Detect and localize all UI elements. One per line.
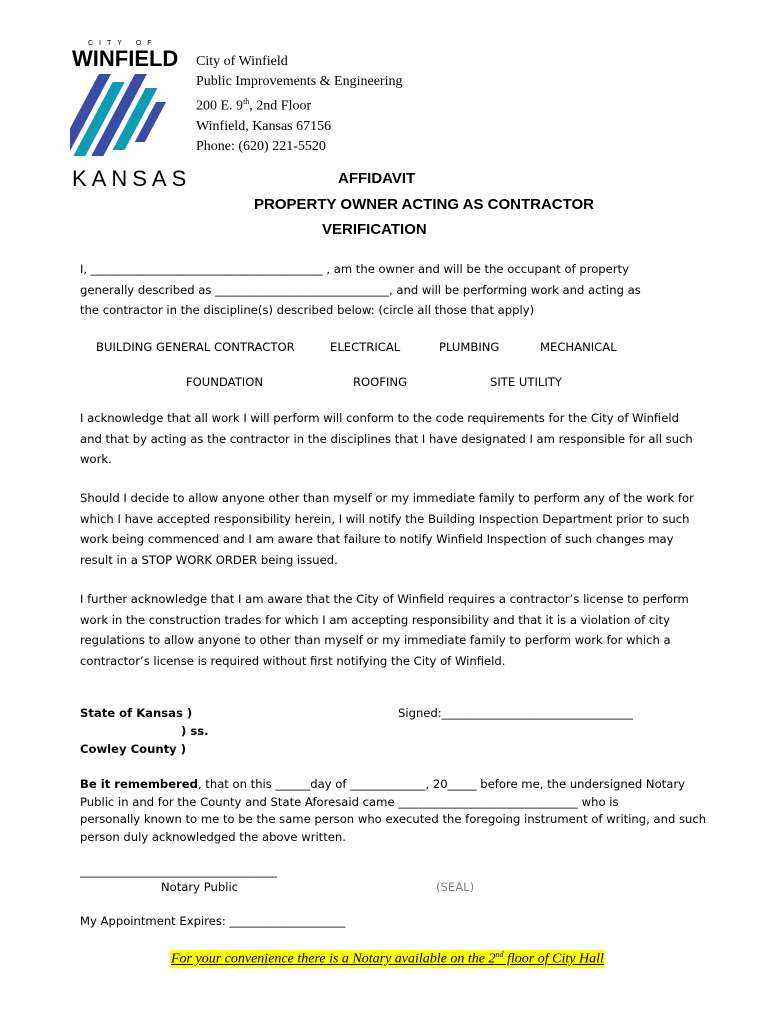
discipline-mechanical[interactable]: MECHANICAL xyxy=(540,340,617,354)
text-line: work being commenced and I am aware that failure to notify Winfield Inspection of such changes may xyxy=(80,532,674,546)
text-line: the contractor in the discipline(s) described below: (circle all those that apply) xyxy=(80,303,535,317)
appointment-expires-field[interactable]: My Appointment Expires: ____________________ xyxy=(80,914,346,928)
text-line: Should I decide to allow anyone other than myself or my immediate family to perform any of the work for xyxy=(80,491,694,505)
venue-state: State of Kansas ) xyxy=(80,706,193,720)
document-subtitle-2: VERIFICATION xyxy=(322,221,427,238)
discipline-plumbing[interactable]: PLUMBING xyxy=(439,340,500,354)
notary-signature-line[interactable]: __________________________________ xyxy=(80,864,278,878)
text-line: I further acknowledge that I am aware that the City of Winfield requires a contractor’s license to perform xyxy=(80,592,689,606)
logo-kansas-text: KANSAS xyxy=(72,166,192,191)
logo-winfield-text: WINFIELD xyxy=(72,46,179,71)
notary-public-label: Notary Public xyxy=(161,880,239,894)
venue-county: Cowley County ) xyxy=(80,742,187,756)
logo-stripes-graphic xyxy=(70,72,182,164)
owner-statement xyxy=(80,259,641,321)
text-line: contractor’s license is required without first notifying the City of Winfield. xyxy=(80,653,506,668)
text-line: result in a STOP WORK ORDER being issued. xyxy=(80,552,338,567)
text-line: Public in and for the County and State Aforesaid came _______________________________ who is xyxy=(80,794,619,809)
license-paragraph xyxy=(80,589,689,671)
text-line: regulations to allow anyone to other than myself or my immediate family to perform work for which a xyxy=(80,633,671,647)
document-subtitle: PROPERTY OWNER ACTING AS CONTRACTOR xyxy=(254,196,595,213)
address-line: 200 E. 9th, 2nd Floor xyxy=(196,97,312,114)
seal-label: (SEAL) xyxy=(436,880,475,894)
signature-field[interactable]: Signed:_________________________________ xyxy=(398,706,633,720)
notification-paragraph xyxy=(80,488,694,570)
logo-city-of-text: CITY OF xyxy=(88,40,158,47)
discipline-electrical[interactable]: ELECTRICAL xyxy=(330,340,401,354)
text-line: work. xyxy=(80,452,112,466)
text-line: personally known to me to be the same person who executed the foregoing instrument of writing, and such xyxy=(80,812,707,826)
text-line: Be it remembered, that on this ______day of _____________, 20_____ before me, the undersigned Notary xyxy=(80,777,685,791)
discipline-roofing[interactable]: ROOFING xyxy=(353,375,408,389)
text-line: I, ________________________________________ , am the owner and will be the occupant of property xyxy=(80,262,629,276)
discipline-site-utility[interactable]: SITE UTILITY xyxy=(490,375,562,389)
notary-acknowledgement xyxy=(80,776,706,846)
text-line: and that by acting as the contractor in the disciplines that I have designated I am responsible for all such xyxy=(80,431,693,446)
address-line: Public Improvements & Engineering xyxy=(196,74,403,89)
address-line: City of Winfield xyxy=(196,54,288,69)
discipline-foundation[interactable]: FOUNDATION xyxy=(186,375,264,389)
venue-ss: ) ss. xyxy=(181,724,209,738)
document-title: AFFIDAVIT xyxy=(338,170,416,187)
text-line: generally described as ______________________________, and will be performing work and acting as xyxy=(80,282,641,297)
city-logo xyxy=(70,40,192,191)
text-line: person duly acknowledged the above written. xyxy=(80,829,346,844)
acknowledgement-paragraph xyxy=(80,408,693,470)
address-line: Winfield, Kansas 67156 xyxy=(196,118,332,134)
discipline-building[interactable]: BUILDING GENERAL CONTRACTOR xyxy=(96,340,295,354)
text-line: which I have accepted responsibility herein, I will notify the Building Inspection Department prior to such xyxy=(80,511,690,526)
notary-availability-note: For your convenience there is a Notary available on the 2nd floor of City Hall xyxy=(171,950,604,967)
text-line: I acknowledge that all work I will perform will conform to the code requirements for the City of Winfield xyxy=(80,411,679,425)
text-line: work in the construction trades for which I am accepting responsibility and that it is a violation of city xyxy=(80,612,670,627)
address-block xyxy=(196,52,402,157)
address-line: Phone: (620) 221-5520 xyxy=(196,138,326,154)
